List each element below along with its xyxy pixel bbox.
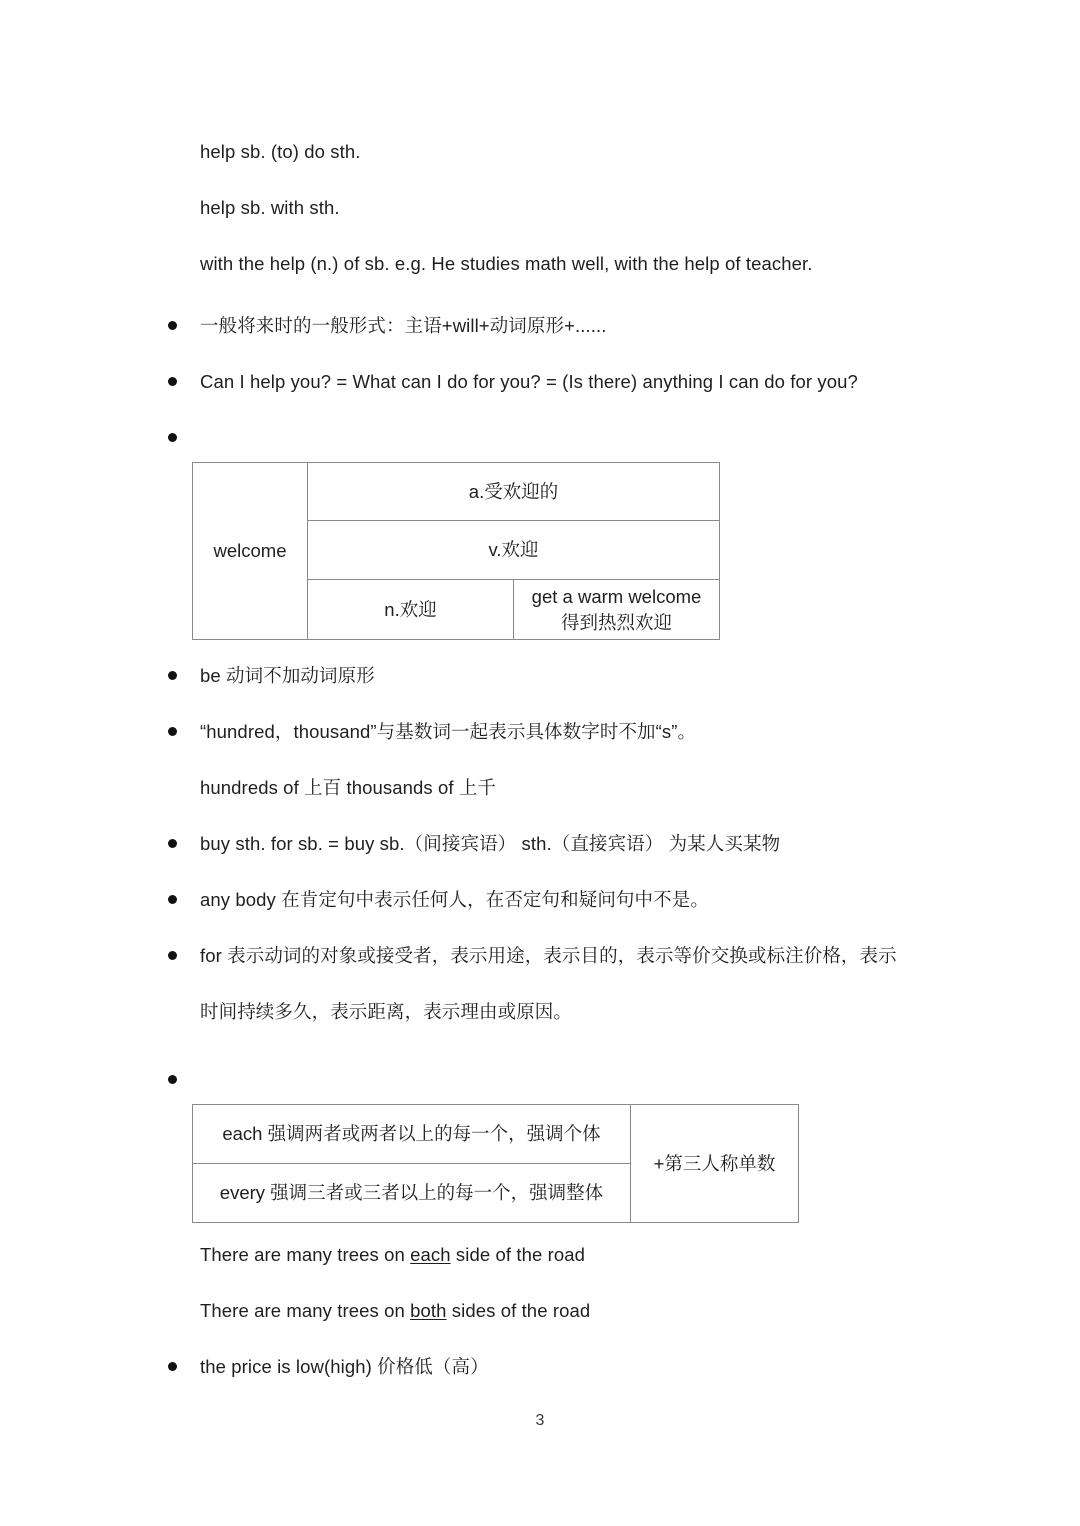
- text-can-i-help: Can I help you? = What can I do for you? = (Is there) anything I can do for you?: [200, 371, 858, 392]
- spacer: [168, 858, 968, 886]
- spacer: [168, 690, 968, 718]
- bullet-icon: [168, 321, 177, 330]
- spacer: [168, 166, 968, 194]
- table-row: [193, 1105, 799, 1164]
- text-buy-sth: buy sth. for sb. = buy sb.（间接宾语） sth.（直接宾语） 为某人买某物: [200, 833, 781, 854]
- spacer: [168, 452, 968, 462]
- spacer: [168, 278, 968, 312]
- cell-welcome-word: welcome: [193, 463, 308, 640]
- bullet-item-be-verb: [168, 662, 968, 690]
- bullet-item-hundred-thousand: [168, 718, 968, 746]
- text-future-tense: 一般将来时的一般形式：主语+will+动词原形+......: [200, 315, 607, 336]
- line-help-noun: [168, 250, 968, 278]
- text-for-usage-line2: 时间持续多久，表示距离，表示理由或原因。: [200, 1001, 573, 1022]
- spacer: [168, 222, 968, 250]
- spacer: [168, 340, 968, 368]
- text-trees-each-keyword: each: [410, 1244, 451, 1265]
- cell-every-description: every 强调三者或三者以上的每一个，强调整体: [193, 1164, 631, 1223]
- text-help-do: help sb. (to) do sth.: [200, 141, 361, 162]
- spacer: [168, 1026, 968, 1066]
- bullet-icon: [168, 727, 177, 736]
- cell-welcome-adjective: a.受欢迎的: [308, 463, 720, 521]
- spacer: [168, 396, 968, 424]
- bullet-item-future-tense: [168, 312, 968, 340]
- text-trees-both-post: sides of the road: [446, 1300, 591, 1321]
- spacer: [168, 914, 968, 942]
- text-trees-each-pre: There are many trees on: [200, 1244, 411, 1265]
- text-empty: [200, 1066, 968, 1094]
- text-trees-each-post: side of the road: [450, 1244, 586, 1265]
- text-help-with: help sb. with sth.: [200, 197, 340, 218]
- text-trees-both-pre: There are many trees on: [200, 1300, 411, 1321]
- line-trees-each: [168, 1241, 968, 1269]
- text-hundred-thousand: “hundred，thousand”与基数词一起表示具体数字时不加“s”。: [200, 721, 697, 742]
- text-help-noun: with the help (n.) of sb. e.g. He studies math well, with the help of teacher.: [200, 253, 813, 274]
- welcome-table: [192, 462, 720, 640]
- line-trees-both: [168, 1297, 968, 1325]
- spacer: [168, 802, 968, 830]
- bullet-icon: [168, 895, 177, 904]
- cell-welcome-verb: v.欢迎: [308, 521, 720, 580]
- bullet-item-any-body: [168, 886, 968, 914]
- bullet-icon: [168, 839, 177, 848]
- bullet-item-can-i-help: [168, 368, 968, 396]
- cell-welcome-noun-example: get a warm welcome 得到热烈欢迎: [514, 580, 720, 640]
- text-any-body: any body 在肯定句中表示任何人，在否定句和疑问句中不是。: [200, 889, 709, 910]
- spacer: [168, 1223, 968, 1241]
- document-content: [168, 138, 968, 1381]
- line-hundreds-of: [168, 774, 968, 802]
- bullet-item-empty-each-every: [168, 1066, 968, 1094]
- each-every-table-wrapper: [192, 1104, 774, 1223]
- line-help-do: [168, 138, 968, 166]
- spacer: [168, 1094, 968, 1104]
- bullet-item-for-usage: [168, 942, 968, 970]
- line-for-usage-continued: [168, 998, 968, 1026]
- bullet-item-empty-welcome: [168, 424, 968, 452]
- spacer: [168, 1325, 968, 1353]
- cell-each-description: each 强调两者或两者以上的每一个，强调个体: [193, 1105, 631, 1164]
- text-price: the price is low(high) 价格低（高）: [200, 1356, 489, 1377]
- line-help-with: [168, 194, 968, 222]
- text-hundreds-of: hundreds of 上百 thousands of 上千: [200, 777, 497, 798]
- text-empty: [200, 424, 968, 452]
- bullet-icon: [168, 671, 177, 680]
- bullet-icon: [168, 1362, 177, 1371]
- welcome-table-wrapper: [192, 462, 720, 640]
- spacer: [168, 746, 968, 774]
- cell-welcome-noun-pos: n.欢迎: [308, 580, 514, 640]
- bullet-icon: [168, 377, 177, 386]
- text-trees-both: [200, 1297, 968, 1325]
- bullet-icon: [168, 433, 177, 442]
- bullet-item-buy-sth: [168, 830, 968, 858]
- bullet-icon: [168, 951, 177, 960]
- spacer: [168, 1269, 968, 1297]
- cell-third-person-singular: +第三人称单数: [631, 1105, 799, 1223]
- text-be-verb: be 动词不加动词原形: [200, 665, 375, 686]
- bullet-icon: [168, 1075, 177, 1084]
- page-number: 3: [535, 1412, 545, 1429]
- text-trees-each: [200, 1241, 968, 1269]
- table-row: [193, 463, 720, 521]
- text-trees-both-keyword: both: [410, 1300, 447, 1321]
- spacer: [168, 970, 968, 998]
- each-every-table: [192, 1104, 799, 1223]
- text-for-usage-line1: for 表示动词的对象或接受者，表示用途，表示目的，表示等价交换或标注价格，表示: [200, 945, 897, 966]
- spacer: [168, 640, 968, 662]
- bullet-item-price: [168, 1353, 968, 1381]
